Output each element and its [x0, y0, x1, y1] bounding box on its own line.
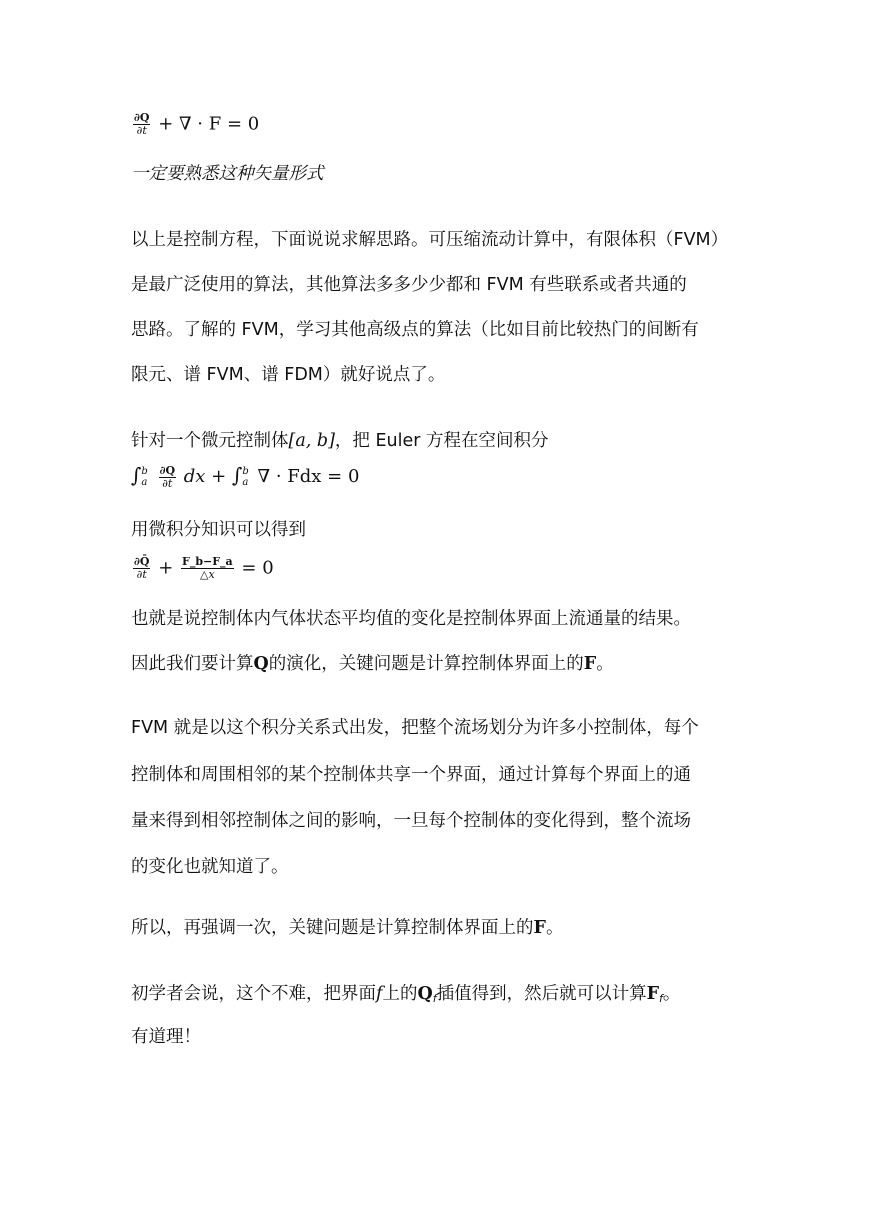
fraction-numerator: ∂Q	[159, 463, 176, 477]
equation-integral	[131, 463, 359, 490]
equation-conservation-law	[131, 112, 259, 137]
integral-limits	[141, 466, 147, 488]
para3-line3: 量来得到相邻控制体之间的影响，一旦每个控制体的变化得到，整个流场	[131, 811, 691, 831]
fraction-dQ-dt	[133, 112, 150, 137]
para4-post: 。	[545, 918, 564, 938]
subscript-f-2: f	[659, 992, 663, 1005]
math-f: f	[376, 984, 383, 1004]
therefore-line	[131, 650, 614, 675]
fraction-dQ-dt	[159, 465, 176, 490]
equation-mid: dx +	[183, 466, 227, 487]
para2-post: ，把 Euler 方程在空间积分	[334, 431, 549, 451]
lower-limit: a	[242, 477, 249, 488]
para4-pre: 所以，再强调一次，关键问题是计算控制体界面上的	[131, 918, 534, 938]
fraction-denominator: △x	[200, 568, 215, 581]
upper-limit: b	[141, 466, 148, 477]
integral-limits-2	[242, 466, 248, 488]
math-F: F	[533, 918, 546, 938]
para5-mid1: 上的	[382, 984, 418, 1004]
fraction-numerator: ∂Q	[134, 111, 150, 124]
means-line: 也就是说控制体内气体状态平均值的变化是控制体界面上流通量的结果。	[131, 609, 691, 629]
para1-line2: 是最广泛使用的算法，其他算法多多少少都和 FVM 有些联系或者共通的	[131, 275, 687, 295]
para5-line2: 有道理！	[131, 1027, 201, 1047]
upper-limit: b	[242, 466, 249, 477]
italic-note: 一定要熟悉这种矢量形式	[131, 164, 324, 184]
para4-line	[131, 914, 563, 939]
fraction-numerator: ∂Q̄	[134, 555, 150, 568]
fraction-dQbar-dt	[133, 556, 150, 581]
fraction-denominator: ∂t	[136, 568, 147, 581]
therefore-mid: 的演化，关键问题是计算控制体界面上的	[268, 654, 584, 674]
para5-line1	[131, 980, 680, 1005]
para1-line1: 以上是控制方程，下面说说求解思路。可压缩流动计算中，有限体积（FVM）	[131, 230, 729, 250]
equation-rest: + ∇ · F = 0	[158, 113, 260, 135]
equation-averaged	[131, 556, 274, 581]
para2-pre: 针对一个微元控制体	[131, 431, 289, 451]
integral-sign: ∫	[131, 463, 142, 487]
para3-line1: FVM 就是以这个积分关系式出发，把整个流场划分为许多小控制体，每个	[131, 718, 699, 738]
para3-line2: 控制体和周围相邻的某个控制体共享一个界面，通过计算每个界面上的通	[131, 765, 691, 785]
fraction-denominator: ∂t	[136, 124, 147, 137]
calculus-line: 用微积分知识可以得到	[131, 520, 306, 540]
math-Q: Q	[253, 654, 269, 674]
lower-limit: a	[141, 477, 148, 488]
para2-line	[131, 427, 549, 452]
fraction-denominator: ∂t	[162, 476, 173, 490]
math-F: F	[583, 654, 597, 674]
fraction-numerator: F_b−F_a	[182, 555, 233, 568]
para5-pre: 初学者会说，这个不难，把界面	[131, 984, 376, 1004]
subscript-f: f	[432, 992, 437, 1005]
plus-sign: +	[158, 557, 174, 579]
math-Q: Q	[417, 984, 433, 1004]
interval-math: [a, b]	[288, 431, 335, 451]
math-F: F	[646, 984, 660, 1004]
integral-sign-2: ∫	[231, 463, 243, 487]
para3-line4: 的变化也就知道了。	[131, 857, 289, 877]
para1-line3: 思路。了解的 FVM，学习其他高级点的算法（比如目前比较热门的间断有	[131, 320, 699, 340]
para5-post: 。	[662, 984, 681, 1004]
therefore-pre: 因此我们要计算	[131, 654, 254, 674]
therefore-post: 。	[596, 654, 614, 674]
equation-rest: = 0	[241, 557, 274, 579]
equation-rest: ∇ · Fdx = 0	[257, 466, 360, 487]
para5-mid2: 插值得到，然后就可以计算	[436, 984, 647, 1004]
fraction-flux-difference	[181, 556, 234, 581]
para1-line4: 限元、谱 FVM、谱 FDM）就好说点了。	[131, 365, 446, 385]
